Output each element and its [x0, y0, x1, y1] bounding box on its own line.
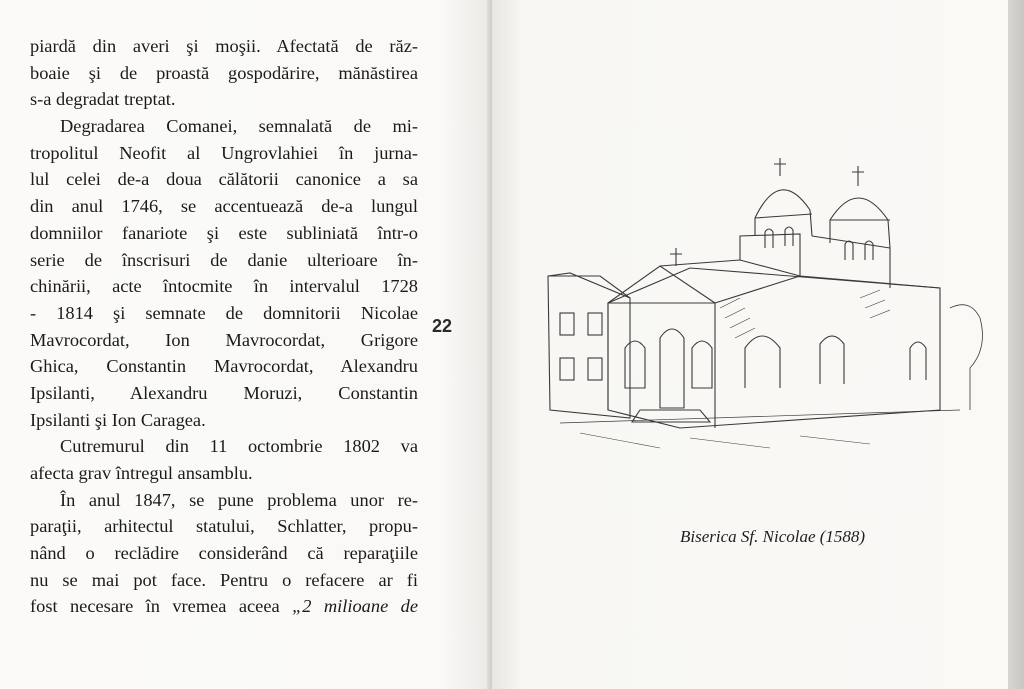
text-line: domniilor fanariote şi este subliniată într-o [30, 222, 418, 243]
text-line: În anul 1847, se pune problema unor re- [60, 489, 418, 510]
text-line: serie de înscrisuri de danie ulterioare în- [30, 249, 418, 270]
text-line: Ipsilanti, Alexandru Moruzi, Constantin [30, 382, 418, 403]
text-line: afecta grav întregul ansamblu. [30, 463, 253, 483]
text-line: Mavrocordat, Ion Mavrocordat, Grigore [30, 329, 418, 350]
page-number: 22 [432, 316, 453, 336]
text-line: - 1814 şi semnate de domnitorii Nicolae [30, 302, 418, 323]
text-line: s-a degradat treptat. [30, 89, 176, 110]
body-text [30, 33, 418, 620]
text-line: din anul 1746, se accentuează de-a lungul [30, 196, 418, 217]
text-line: lul celei de-a doua călătorii canonice a sa [30, 169, 418, 190]
text-line: tropolitul Neofit al Ungrovlahiei în jurna- [30, 142, 418, 163]
church-sketch-icon [540, 148, 990, 468]
page-edge [1008, 0, 1024, 689]
left-page [0, 0, 490, 689]
text-line: Ipsilanti şi Ion Caragea. [30, 409, 206, 430]
figure-caption: Biserica Sf. Nicolae (1588) [680, 527, 866, 546]
text-line: chinării, acte întocmite în intervalul 1728 [30, 276, 418, 297]
text-line: nu se mai pot face. Pentru o refacere ar fi [30, 569, 418, 590]
text-line: boaie şi de proastă gospodărire, mănăstirea [30, 62, 418, 83]
text-line: Ghica, Constantin Mavrocordat, Alexandru [30, 356, 418, 377]
text-line-plain: fost necesare în vremea aceea [30, 596, 293, 617]
text-line: nând o reclădire considerând că reparaţiile [30, 543, 418, 564]
text-line-final [30, 593, 418, 620]
text-line: Cutremurul din 11 octombrie 1802 va [60, 436, 418, 457]
text-line-italic: „2 milioane de [292, 596, 418, 617]
text-line: piardă din averi şi moşii. Afectată de răz- [30, 36, 418, 56]
text-line: Degradarea Comanei, semnalată de mi- [60, 116, 418, 137]
text-line: paraţii, arhitectul statului, Schlatter, propu- [30, 516, 418, 537]
